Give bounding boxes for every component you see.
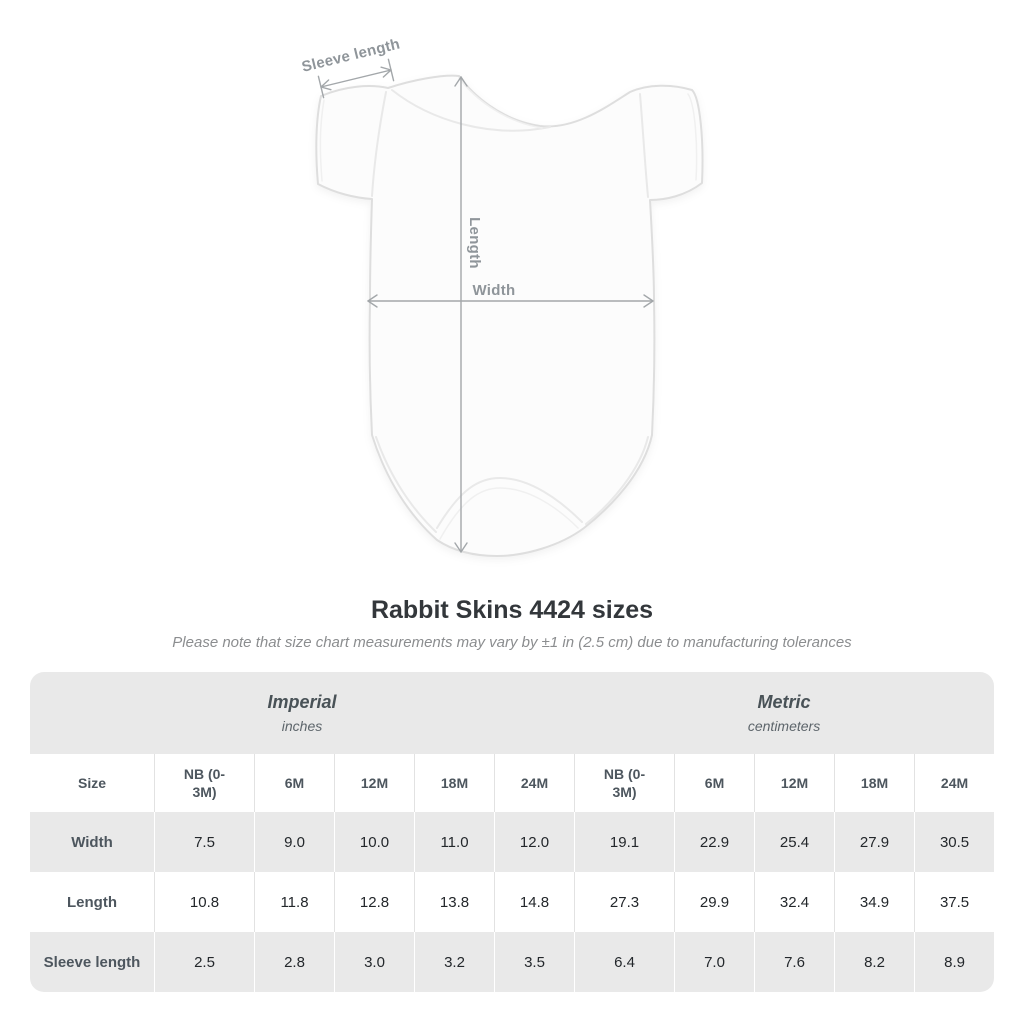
length-value-cell: 27.3	[574, 872, 674, 932]
unit-group-imperial	[30, 672, 574, 754]
sleeve-value-cell: 7.6	[754, 932, 834, 992]
col-header-imperial-24m: 24M	[494, 754, 574, 812]
sleeve-length-label: Sleeve length	[300, 35, 402, 76]
width-value-cell: 30.5	[914, 812, 994, 872]
sleeve-value-cell: 2.5	[154, 932, 254, 992]
sleeve-value-cell: 7.0	[674, 932, 754, 992]
col-header-metric-18m: 18M	[834, 754, 914, 812]
width-value-cell: 25.4	[754, 812, 834, 872]
length-value-cell: 13.8	[414, 872, 494, 932]
width-value-cell: 27.9	[834, 812, 914, 872]
col-header-imperial-18m: 18M	[414, 754, 494, 812]
page-title: Rabbit Skins 4424 sizes	[370, 596, 654, 624]
size-header-row	[30, 754, 994, 812]
width-value-cell: 9.0	[254, 812, 334, 872]
title-block	[0, 596, 1024, 651]
width-row	[30, 812, 994, 872]
length-value-cell: 10.8	[154, 872, 254, 932]
imperial-unit: inches	[281, 718, 323, 735]
width-label: Width	[472, 282, 516, 299]
sleeve-length-row	[30, 932, 994, 992]
sleeve-value-cell: 8.2	[834, 932, 914, 992]
metric-label: Metric	[757, 691, 811, 712]
length-value-cell: 14.8	[494, 872, 574, 932]
unit-group-row	[30, 672, 994, 754]
col-header-imperial-12m: 12M	[334, 754, 414, 812]
length-value-cell: 32.4	[754, 872, 834, 932]
unit-group-metric	[574, 672, 994, 754]
tolerance-note: Please note that size chart measurements may vary by ±1 in (2.5 cm) due to manufacturing tolerances	[172, 634, 852, 651]
col-header-imperial-6m: 6M	[254, 754, 334, 812]
length-value-cell: 29.9	[674, 872, 754, 932]
width-value-cell: 11.0	[414, 812, 494, 872]
sleeve-value-cell: 3.2	[414, 932, 494, 992]
length-value-cell: 34.9	[834, 872, 914, 932]
metric-unit: centimeters	[747, 718, 821, 735]
width-value-cell: 10.0	[334, 812, 414, 872]
col-header-metric-nb: NB (0-3M)	[574, 754, 674, 812]
imperial-label: Imperial	[267, 691, 337, 712]
col-header-metric-24m: 24M	[914, 754, 994, 812]
width-value-cell: 12.0	[494, 812, 574, 872]
sleeve-value-cell: 3.0	[334, 932, 414, 992]
sleeve-value-cell: 6.4	[574, 932, 674, 992]
length-value-cell: 12.8	[334, 872, 414, 932]
width-value-cell: 22.9	[674, 812, 754, 872]
bodysuit-illustration	[316, 76, 702, 556]
row-label-sleeve-length: Sleeve length	[30, 932, 154, 992]
width-value-cell: 19.1	[574, 812, 674, 872]
width-value-cell: 7.5	[154, 812, 254, 872]
col-header-metric-6m: 6M	[674, 754, 754, 812]
sleeve-value-cell: 3.5	[494, 932, 574, 992]
length-value-cell: 37.5	[914, 872, 994, 932]
col-header-size: Size	[30, 754, 154, 812]
sleeve-value-cell: 8.9	[914, 932, 994, 992]
col-header-metric-12m: 12M	[754, 754, 834, 812]
length-row	[30, 872, 994, 932]
col-header-imperial-nb: NB (0-3M)	[154, 754, 254, 812]
length-value-cell: 11.8	[254, 872, 334, 932]
row-label-length: Length	[30, 872, 154, 932]
length-label: Length	[466, 217, 483, 269]
size-chart-section	[30, 672, 994, 992]
sleeve-value-cell: 2.8	[254, 932, 334, 992]
size-chart-table	[30, 672, 994, 992]
row-label-width: Width	[30, 812, 154, 872]
